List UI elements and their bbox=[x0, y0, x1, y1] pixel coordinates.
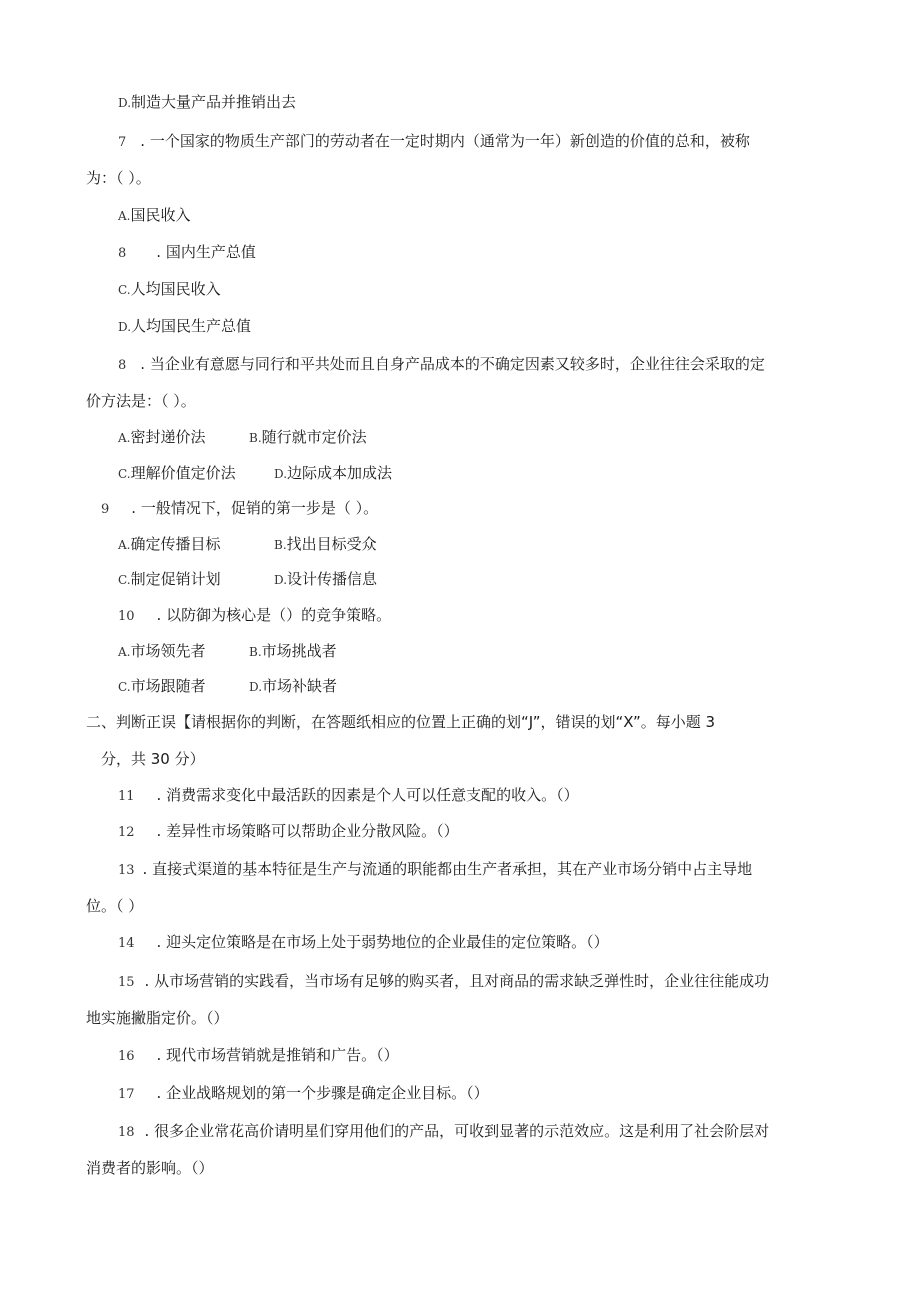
question-14 bbox=[118, 932, 609, 954]
question-number: 11 bbox=[118, 789, 135, 804]
question-number: 8 bbox=[118, 358, 127, 373]
option-text: 找出目标受众 bbox=[286, 535, 377, 553]
option-letter: D. bbox=[274, 573, 288, 587]
question-number: 7 bbox=[118, 135, 127, 150]
question-text: . 差异性市场策略可以帮助企业分散风险。（） bbox=[156, 822, 459, 840]
question-7-continued bbox=[86, 168, 151, 188]
question-17 bbox=[118, 1083, 489, 1105]
option-letter: C. bbox=[118, 467, 131, 481]
question-text: 位。（ ） bbox=[86, 897, 144, 915]
question-11 bbox=[118, 785, 579, 807]
option-b-line bbox=[118, 242, 256, 264]
question-text: . 以防御为核心是（）的竞争策略。 bbox=[156, 606, 392, 624]
option-text: 制定促销计划 bbox=[130, 570, 221, 588]
option-pair-cd bbox=[118, 463, 236, 484]
option-letter: C. bbox=[118, 573, 131, 587]
option-text: 制造大量产品并推销出去 bbox=[131, 93, 297, 111]
option-letter: D. bbox=[118, 320, 132, 334]
option-pair-ab bbox=[118, 427, 206, 448]
question-text: . 现代市场营销就是推销和广告。（） bbox=[156, 1046, 399, 1064]
option-letter: D. bbox=[249, 680, 263, 694]
option-letter: C. bbox=[118, 283, 131, 297]
option-pair-cd bbox=[118, 569, 221, 590]
option-pair-cd-second bbox=[274, 463, 392, 484]
option-pair-ab bbox=[118, 641, 206, 662]
option-text: 边际成本加成法 bbox=[287, 464, 393, 482]
question-15 bbox=[118, 971, 769, 993]
question-text: 消费者的影响。（） bbox=[86, 1159, 214, 1177]
question-number: 12 bbox=[118, 825, 135, 840]
question-number: 14 bbox=[118, 936, 135, 951]
question-number: 15 bbox=[118, 975, 135, 990]
option-text: 市场挑战者 bbox=[261, 642, 337, 660]
question-7 bbox=[118, 131, 750, 153]
question-13 bbox=[118, 859, 752, 881]
question-text: . 消费需求变化中最活跃的因素是个人可以任意支配的收入。（） bbox=[156, 786, 579, 804]
option-pair-ab-second bbox=[274, 534, 377, 555]
option-text: 确定传播目标 bbox=[130, 535, 221, 553]
question-text: . 一般情况下，促销的第一步是（ ）。 bbox=[131, 499, 379, 517]
option-pair-ab-second bbox=[249, 427, 367, 448]
question-16 bbox=[118, 1045, 399, 1067]
question-8-continued bbox=[86, 391, 196, 411]
option-text: . 国内生产总值 bbox=[156, 243, 256, 261]
option-text: 国民收入 bbox=[130, 206, 191, 224]
question-number: 17 bbox=[118, 1087, 135, 1102]
question-number: 16 bbox=[118, 1049, 135, 1064]
question-text: . 一个国家的物质生产部门的劳动者在一定时期内（通常为一年）新创造的价值的总和，被称 bbox=[140, 132, 750, 150]
question-text: 为：（ ）。 bbox=[86, 169, 151, 187]
option-letter: A. bbox=[118, 431, 131, 445]
option-letter: A. bbox=[118, 538, 131, 552]
question-text: . 直接式渠道的基本特征是生产与流通的职能都由生产者承担，其在产业市场分销中占主导地 bbox=[142, 860, 753, 878]
section-heading bbox=[86, 712, 715, 732]
option-letter: B. bbox=[249, 645, 262, 659]
option-text: 市场补缺者 bbox=[262, 677, 338, 695]
question-10 bbox=[118, 605, 391, 627]
question-number: 18 bbox=[118, 1125, 135, 1140]
section-heading-text: 分，共 30 分） bbox=[101, 750, 205, 768]
option-d-line bbox=[118, 92, 296, 113]
question-15-continued bbox=[86, 1008, 229, 1028]
option-text: 密封递价法 bbox=[130, 428, 206, 446]
question-number: 10 bbox=[118, 609, 135, 624]
question-text: . 从市场营销的实践看，当市场有足够的购买者，且对商品的需求缺乏弹性时，企业往往能成功 bbox=[144, 972, 770, 990]
question-18-continued bbox=[86, 1158, 214, 1178]
option-pair-ab-second bbox=[249, 641, 337, 662]
option-text: 随行就市定价法 bbox=[261, 428, 367, 446]
question-9 bbox=[101, 498, 378, 520]
question-number: 9 bbox=[101, 502, 110, 517]
question-number: 13 bbox=[118, 863, 135, 878]
question-text: . 很多企业常花高价请明星们穿用他们的产品，可收到显著的示范效应。这是利用了社会阶层对 bbox=[144, 1122, 770, 1140]
question-text: . 当企业有意愿与同行和平共处而且自身产品成本的不确定因素又较多时，企业往往会采取的定 bbox=[140, 355, 765, 373]
option-pair-cd-second bbox=[274, 569, 377, 590]
option-d-line bbox=[118, 316, 251, 337]
option-text: 市场跟随者 bbox=[130, 677, 206, 695]
question-18 bbox=[118, 1121, 769, 1143]
question-text: . 企业战略规划的第一个步骤是确定企业目标。（） bbox=[156, 1084, 489, 1102]
option-letter: A. bbox=[118, 645, 131, 659]
question-12 bbox=[118, 821, 459, 843]
section-heading-text: 二、判断正误【请根据你的判断，在答题纸相应的位置上正确的划“J”，错误的划“X”。每小题 3 bbox=[86, 713, 716, 731]
question-text: . 迎头定位策略是在市场上处于弱势地位的企业最佳的定位策略。（） bbox=[156, 933, 609, 951]
question-text: 地实施撇脂定价。（） bbox=[86, 1009, 229, 1027]
option-text: 人均国民收入 bbox=[130, 280, 221, 298]
option-letter: D. bbox=[118, 96, 132, 110]
option-text: 理解价值定价法 bbox=[130, 464, 236, 482]
option-pair-cd bbox=[118, 676, 206, 697]
option-letter: C. bbox=[118, 680, 131, 694]
section-heading-continued bbox=[101, 749, 205, 769]
option-c-line bbox=[118, 279, 221, 300]
option-pair-cd-second bbox=[249, 676, 337, 697]
option-a-line bbox=[118, 205, 191, 226]
question-13-continued bbox=[86, 896, 143, 916]
option-pair-ab bbox=[118, 534, 221, 555]
option-text: 人均国民生产总值 bbox=[131, 317, 252, 335]
option-letter: B. bbox=[274, 538, 287, 552]
option-number: 8 bbox=[118, 246, 127, 261]
option-letter: B. bbox=[249, 431, 262, 445]
option-text: 市场领先者 bbox=[130, 642, 206, 660]
option-text: 设计传播信息 bbox=[287, 570, 378, 588]
option-letter: D. bbox=[274, 467, 288, 481]
question-8 bbox=[118, 354, 765, 376]
option-letter: A. bbox=[118, 209, 131, 223]
question-text: 价方法是：（ ）。 bbox=[86, 392, 196, 410]
